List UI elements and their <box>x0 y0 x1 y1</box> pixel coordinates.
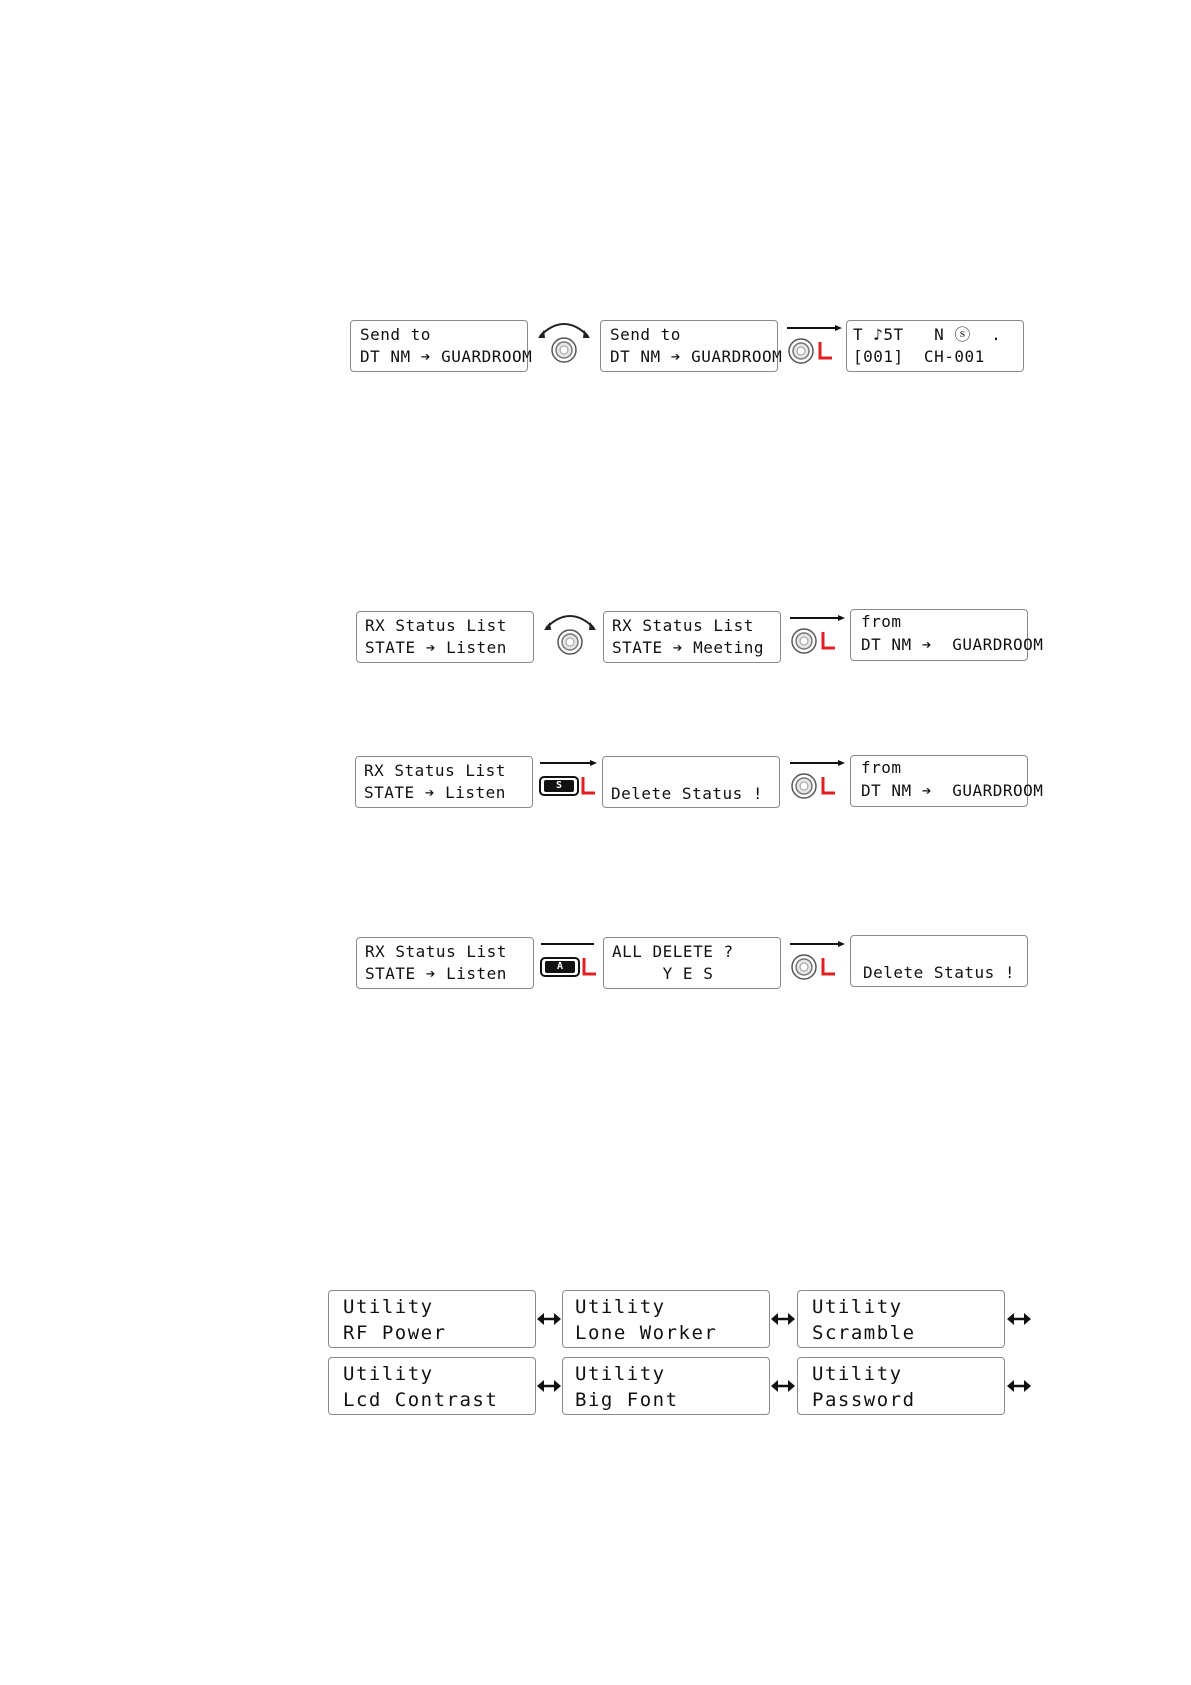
double-arrow-icon <box>770 1376 796 1396</box>
lcd-line-1: from <box>861 612 902 631</box>
lcd-line-1: RX Status List <box>365 942 507 961</box>
lcd-line-2: Password <box>812 1389 916 1411</box>
lcd-line-2: Delete Status ! <box>611 784 763 803</box>
side-key-label: A <box>556 961 564 972</box>
lcd-line-2: Y E S <box>612 964 714 983</box>
lcd-line-2: RF Power <box>343 1322 447 1344</box>
lcd-rx-status-list <box>355 756 533 808</box>
lcd-utility-scramble <box>797 1290 1005 1348</box>
double-arrow-icon <box>536 1376 562 1396</box>
lcd-line-2: STATE ➔ Listen <box>365 964 507 983</box>
double-arrow-icon <box>536 1309 562 1329</box>
lcd-standby-screen <box>846 320 1024 372</box>
lcd-line-2: STATE ➔ Meeting <box>612 638 764 657</box>
lcd-line-1: RX Status List <box>364 761 506 780</box>
lcd-from-screen <box>850 755 1044 807</box>
press-enter-icon <box>787 753 847 803</box>
lcd-delete-status <box>602 756 780 808</box>
press-enter-icon <box>784 318 844 368</box>
lcd-utility-lone-worker <box>562 1290 770 1348</box>
lcd-line-2: Lcd Contrast <box>343 1389 499 1411</box>
lcd-line-1: ALL DELETE ? <box>612 942 734 961</box>
side-key-s-icon <box>537 753 599 803</box>
lcd-line-1: Utility <box>575 1363 666 1385</box>
double-arrow-icon <box>1006 1309 1032 1329</box>
lcd-line-2: Lone Worker <box>575 1322 718 1344</box>
lcd-line-1: Send to <box>360 325 431 344</box>
side-key-label: S <box>555 780 563 791</box>
lcd-from-screen <box>850 609 1044 661</box>
lcd-line-1: Utility <box>812 1363 903 1385</box>
lcd-line-2: STATE ➔ Listen <box>365 638 507 657</box>
lcd-line-2: Scramble <box>812 1322 916 1344</box>
lcd-delete-status <box>850 935 1028 987</box>
double-arrow-icon <box>1006 1376 1032 1396</box>
lcd-line-1: Utility <box>343 1363 434 1385</box>
turn-knob-icon <box>536 318 592 366</box>
lcd-line-2: DT NM ➔ GUARDROOM <box>861 635 1044 654</box>
lcd-utility-big-font <box>562 1357 770 1415</box>
lcd-rx-status-meeting <box>603 611 781 663</box>
lcd-rx-status-list <box>356 937 534 989</box>
lcd-line-1: Send to <box>610 325 681 344</box>
lcd-line-1: Utility <box>343 1296 434 1318</box>
lcd-all-delete <box>603 937 781 989</box>
double-arrow-icon <box>770 1309 796 1329</box>
lcd-line-2: Big Font <box>575 1389 679 1411</box>
lcd-send-to-2 <box>600 320 783 372</box>
lcd-line-2: DT NM ➔ GUARDROOM <box>360 347 533 366</box>
turn-knob-icon <box>542 610 598 658</box>
lcd-rx-status-list <box>356 611 534 663</box>
lcd-utility-password <box>797 1357 1005 1415</box>
lcd-utility-lcd-contrast <box>328 1357 536 1415</box>
lcd-line-2: DT NM ➔ GUARDROOM <box>861 781 1044 800</box>
lcd-line-2: Delete Status ! <box>863 963 1015 982</box>
lcd-line-1: RX Status List <box>365 616 507 635</box>
lcd-line-1: RX Status List <box>612 616 754 635</box>
lcd-line-2: STATE ➔ Listen <box>364 783 506 802</box>
lcd-line-1: Utility <box>812 1296 903 1318</box>
press-enter-icon <box>787 934 847 984</box>
lcd-channel-line: [001] CH-001 <box>853 347 985 366</box>
lcd-status-icons: T ♪5T N ⓢ . <box>853 325 1002 344</box>
side-key-a-icon <box>538 934 600 984</box>
lcd-line-1: Utility <box>575 1296 666 1318</box>
lcd-line-2: DT NM ➔ GUARDROOM <box>610 347 783 366</box>
lcd-send-to-1 <box>350 320 533 372</box>
press-enter-icon <box>787 608 847 658</box>
lcd-utility-rf-power <box>328 1290 536 1348</box>
lcd-line-1: from <box>861 758 902 777</box>
